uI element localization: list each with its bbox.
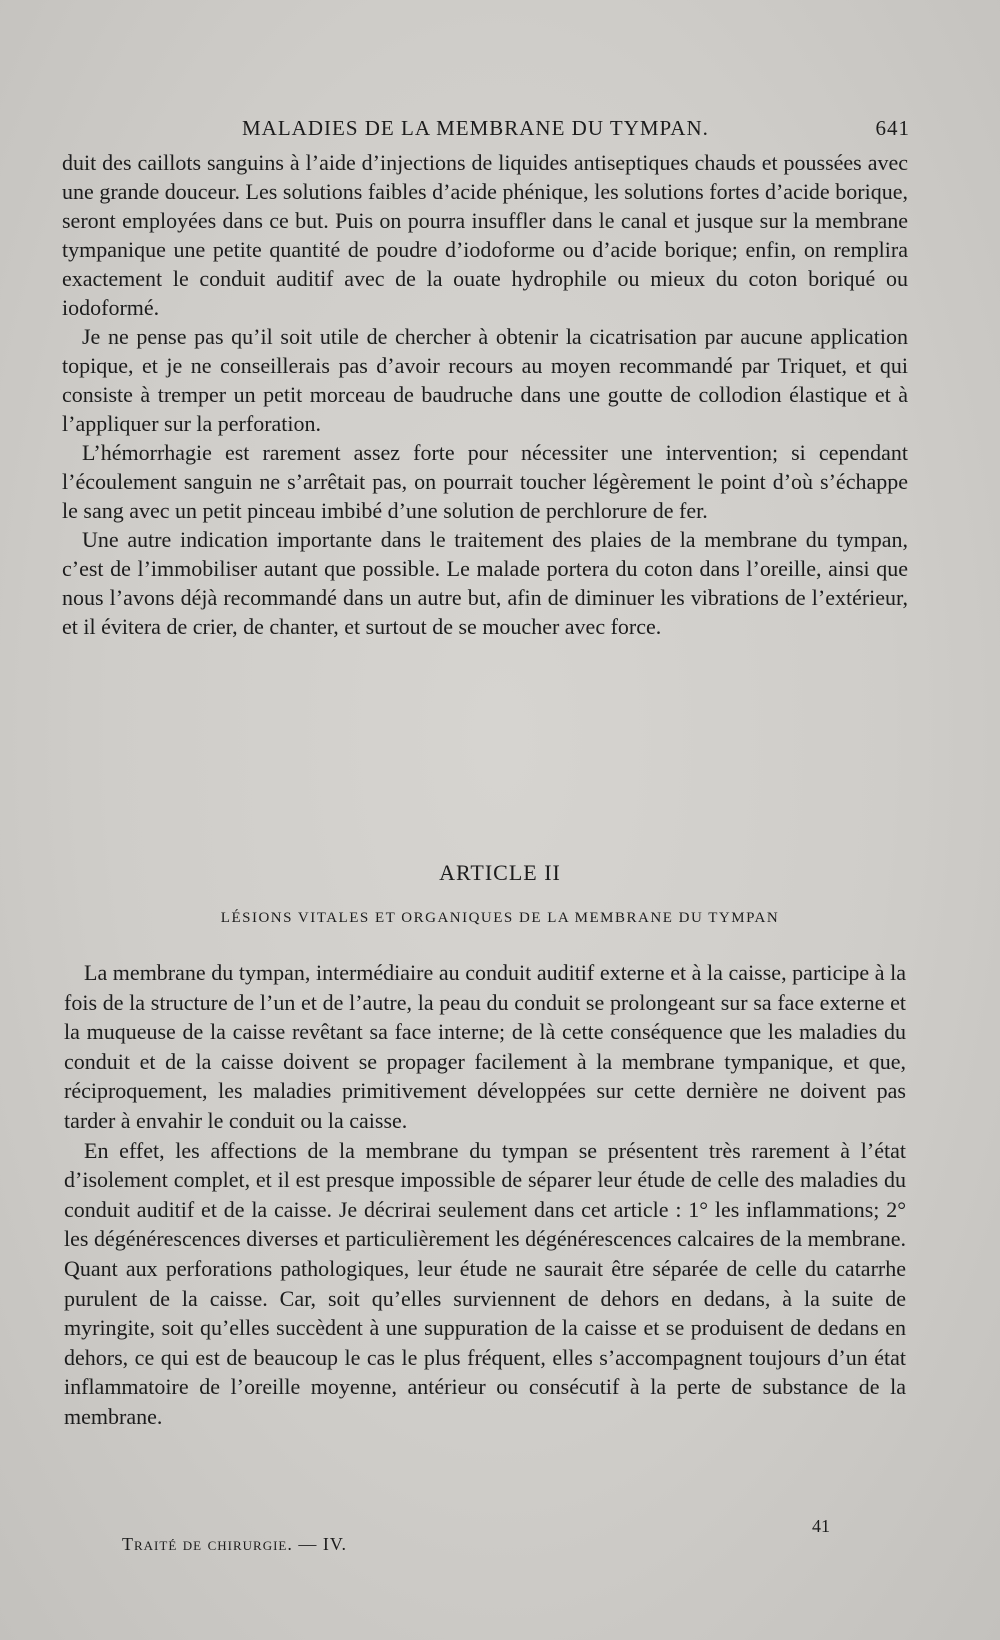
paragraph: La membrane du tympan, intermédiaire au conduit auditif externe et à la caisse, participe à la fois de la structure de l’un et de l’autre, la peau du conduit se prolongeant sur sa face externe et la muqueuse de la caisse revêtant sa face interne; de là cette conséquence que les maladies du conduit et de la caisse doivent se propager facilement à la membrane tympanique, et que, réciproquement, les maladies primitivement développées sur cette dernière ne doivent pas tarder à envahir le conduit ou la caisse. — [64, 960, 906, 1133]
paragraph: L’hémorrhagie est rarement assez forte pour nécessiter une intervention; si cependant l’écoulement sanguin ne s’arrêtait pas, on pourrait toucher légèrement le point d’où s’échappe le sang avec un petit pinceau imbibé d’une solution de perchlorure de fer. — [62, 440, 908, 523]
paragraph: Je ne pense pas qu’il soit utile de chercher à obtenir la cicatrisation par aucune application topique, et je ne conseillerais pas d’avoir recours au moyen recommandé par Triquet, et qui consiste à tremper un petit morceau de baudruche dans une goutte de collodion élastique et à l’appliquer sur la perforation. — [62, 324, 908, 436]
running-head — [62, 116, 910, 148]
body-text-bottom — [64, 958, 906, 1432]
paragraph: Une autre indication importante dans le traitement des plaies de la membrane du tympan, c’est de l’immobiliser autant que possible. Le malade portera du coton dans l’oreille, ainsi que nous l’avons déjà recommandé dans un autre but, afin de diminuer les vibrations de l’extérieur, et il évitera de crier, de chanter, et surtout de se moucher avec force. — [62, 527, 908, 639]
signature-mark: 41 — [812, 1516, 830, 1536]
footer-book-title: Traité de chirurgie. — IV. — [122, 1534, 348, 1554]
page-number: 641 — [875, 116, 910, 140]
running-title: MALADIES DE LA MEMBRANE DU TYMPAN. — [242, 116, 709, 140]
body-text-top — [62, 148, 908, 641]
paragraph-continued: duit des caillots sanguins à l’aide d’injections de liquides antiseptiques chauds et poussées avec une grande douceur. Les solutions faibles d’acide phénique, les solutions fortes d’acide borique, seront employées dans ce but. Puis on pourra insuffler dans le canal et jusque sur la membrane tympanique une petite quantité de poudre d’iodoforme ou d’acide borique; enfin, on remplira exactement le conduit auditif avec de la ouate hydrophile ou mieux du coton boriqué ou iodoformé. — [62, 150, 908, 320]
article-heading: ARTICLE II — [439, 860, 561, 885]
section-heading: LÉSIONS VITALES ET ORGANIQUES DE LA MEMBRANE DU TYMPAN — [220, 910, 780, 926]
paragraph: En effet, les affections de la membrane du tympan se présentent très rarement à l’état d’isolement complet, et il est presque impossible de séparer leur étude de celle des maladies du conduit auditif et de la caisse. Je décrirai seulement dans cet article : 1° les inflammations; 2° les dégénérescences diverses et particulièrement les dégénérescences calcaires de la membrane. Quant aux perforations pathologiques, leur étude ne saurait être séparée de celle du catarrhe purulent de la caisse. Car, soit qu’elles surviennent de dehors en dedans, à la suite de myringite, soit qu’elles succèdent à une suppuration de la caisse et se produisent de dedans en dehors, ce qui est de beaucoup le cas le plus fréquent, elles s’accompagnent toujours d’un état inflammatoire de l’oreille moyenne, antérieur ou consécutif à la perte de substance de la membrane. — [64, 1137, 906, 1429]
